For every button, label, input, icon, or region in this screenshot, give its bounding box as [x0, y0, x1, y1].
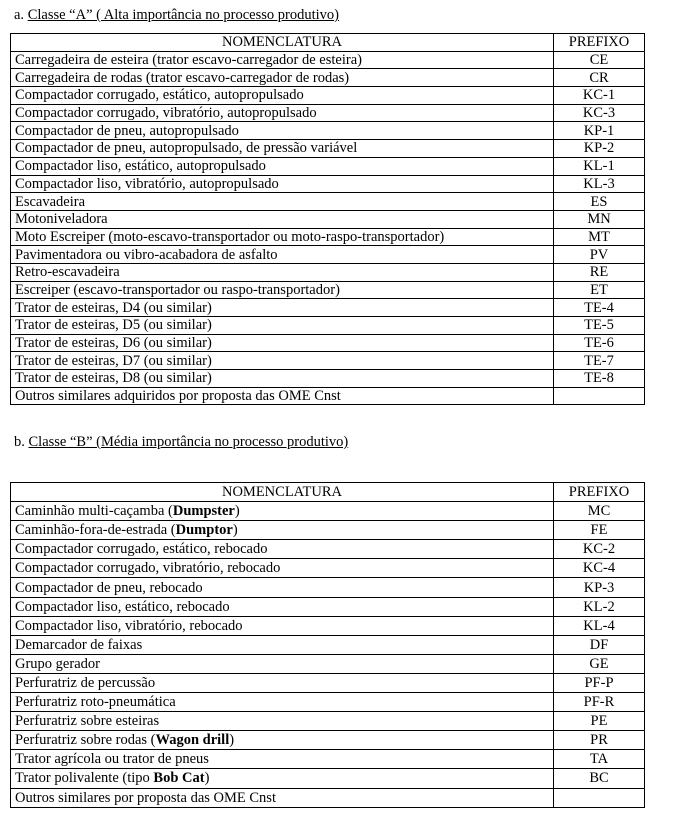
- prefix-cell: PR: [554, 731, 645, 750]
- prefix-cell: KC-4: [554, 559, 645, 578]
- table-row: [11, 597, 645, 616]
- prefix-cell: PF-R: [554, 693, 645, 712]
- prefix-cell: KL-4: [554, 616, 645, 635]
- nomenclature-cell: Perfuratriz sobre esteiras: [11, 712, 554, 731]
- nomenclature-cell: Pavimentadora ou vibro-acabadora de asfalto: [11, 246, 554, 264]
- nomenclature-cell: Trator polivalente (tipo Bob Cat): [11, 769, 554, 788]
- nomenclature-cell: Compactador corrugado, vibratório, rebocado: [11, 559, 554, 578]
- table-header-row: [11, 483, 645, 502]
- nomenclature-cell: Outros similares adquiridos por proposta das OME Cnst: [11, 387, 554, 405]
- prefix-cell: KL-1: [554, 157, 645, 175]
- nomenclature-cell: Compactador de pneu, autopropulsado: [11, 122, 554, 140]
- prefix-cell: TE-4: [554, 299, 645, 317]
- table-row: [11, 334, 645, 352]
- nomenclature-cell: Perfuratriz roto-pneumática: [11, 693, 554, 712]
- prefix-cell: PE: [554, 712, 645, 731]
- table-row: [11, 299, 645, 317]
- prefix-cell: ET: [554, 281, 645, 299]
- nomenclature-header: NOMENCLATURA: [11, 34, 554, 52]
- table-row: [11, 750, 645, 769]
- table-row: [11, 788, 645, 807]
- prefix-cell: KC-2: [554, 540, 645, 559]
- prefix-header: PREFIXO: [554, 34, 645, 52]
- nomenclature-cell: Demarcador de faixas: [11, 635, 554, 654]
- class-a-caption: [14, 6, 339, 24]
- table-row: [11, 246, 645, 264]
- nomenclature-cell: Compactador liso, estático, rebocado: [11, 597, 554, 616]
- table-row: [11, 69, 645, 87]
- prefix-cell: TE-8: [554, 370, 645, 388]
- class-b-caption-letter: b.: [14, 434, 25, 450]
- class-b-caption-text: Classe “B” (Média importância no processo produtivo): [28, 434, 349, 450]
- table-row: [11, 559, 645, 578]
- table-row: [11, 712, 645, 731]
- table-row: [11, 769, 645, 788]
- prefix-cell: MC: [554, 502, 645, 521]
- nomenclature-cell: Caminhão-fora-de-estrada (Dumptor): [11, 521, 554, 540]
- table-row: [11, 616, 645, 635]
- table-row: [11, 228, 645, 246]
- table-row: [11, 263, 645, 281]
- nomenclature-cell: Trator agrícola ou trator de pneus: [11, 750, 554, 769]
- nomenclature-cell: Compactador corrugado, estático, rebocado: [11, 540, 554, 559]
- table-row: [11, 193, 645, 211]
- prefix-cell: KL-3: [554, 175, 645, 193]
- prefix-cell: MN: [554, 210, 645, 228]
- class-b-caption: [14, 433, 348, 451]
- table-row: [11, 521, 645, 540]
- table-row: [11, 122, 645, 140]
- nomenclature-cell: Grupo gerador: [11, 654, 554, 673]
- prefix-cell: TA: [554, 750, 645, 769]
- prefix-cell: TE-7: [554, 352, 645, 370]
- nomenclature-cell: Compactador corrugado, estático, autopropulsado: [11, 87, 554, 105]
- nomenclature-cell: Motoniveladora: [11, 210, 554, 228]
- nomenclature-cell: Compactador liso, vibratório, rebocado: [11, 616, 554, 635]
- nomenclature-cell: Trator de esteiras, D6 (ou similar): [11, 334, 554, 352]
- nomenclature-cell: Escavadeira: [11, 193, 554, 211]
- nomenclature-cell: Compactador de pneu, rebocado: [11, 578, 554, 597]
- prefix-cell: PF-P: [554, 673, 645, 692]
- table-row: [11, 87, 645, 105]
- nomenclature-cell: Perfuratriz de percussão: [11, 673, 554, 692]
- nomenclature-header: NOMENCLATURA: [11, 483, 554, 502]
- table-row: [11, 370, 645, 388]
- table-row: [11, 635, 645, 654]
- table-row: [11, 51, 645, 69]
- table-row: [11, 387, 645, 405]
- prefix-cell: BC: [554, 769, 645, 788]
- table-row: [11, 502, 645, 521]
- prefix-cell: PV: [554, 246, 645, 264]
- table-row: [11, 175, 645, 193]
- table-row: [11, 578, 645, 597]
- prefix-cell: KP-3: [554, 578, 645, 597]
- prefix-cell: MT: [554, 228, 645, 246]
- prefix-cell: KP-2: [554, 140, 645, 158]
- table-row: [11, 693, 645, 712]
- nomenclature-cell: Escreiper (escavo-transportador ou raspo-transportador): [11, 281, 554, 299]
- table-row: [11, 210, 645, 228]
- table-row: [11, 317, 645, 335]
- nomenclature-cell: Carregadeira de esteira (trator escavo-carregador de esteira): [11, 51, 554, 69]
- prefix-cell: CR: [554, 69, 645, 87]
- prefix-cell: ES: [554, 193, 645, 211]
- table-row: [11, 281, 645, 299]
- table-row: [11, 157, 645, 175]
- table-row: [11, 673, 645, 692]
- prefix-cell: [554, 387, 645, 405]
- nomenclature-cell: Retro-escavadeira: [11, 263, 554, 281]
- prefix-cell: RE: [554, 263, 645, 281]
- class-a-table: [10, 33, 645, 405]
- prefix-cell: KC-1: [554, 87, 645, 105]
- prefix-cell: GE: [554, 654, 645, 673]
- nomenclature-cell: Caminhão multi-caçamba (Dumpster): [11, 502, 554, 521]
- table-row: [11, 654, 645, 673]
- nomenclature-cell: Moto Escreiper (moto-escavo-transportador ou moto-raspo-transportador): [11, 228, 554, 246]
- prefix-cell: [554, 788, 645, 807]
- prefix-cell: KL-2: [554, 597, 645, 616]
- table-row: [11, 540, 645, 559]
- class-b-table: [10, 482, 645, 808]
- nomenclature-cell: Trator de esteiras, D4 (ou similar): [11, 299, 554, 317]
- prefix-cell: FE: [554, 521, 645, 540]
- nomenclature-cell: Trator de esteiras, D8 (ou similar): [11, 370, 554, 388]
- table-row: [11, 140, 645, 158]
- prefix-cell: KC-3: [554, 104, 645, 122]
- class-a-caption-text: Classe “A” ( Alta importância no processo produtivo): [27, 7, 339, 23]
- nomenclature-cell: Compactador liso, vibratório, autopropulsado: [11, 175, 554, 193]
- nomenclature-cell: Compactador de pneu, autopropulsado, de pressão variável: [11, 140, 554, 158]
- table-row: [11, 104, 645, 122]
- nomenclature-cell: Carregadeira de rodas (trator escavo-carregador de rodas): [11, 69, 554, 87]
- nomenclature-cell: Trator de esteiras, D5 (ou similar): [11, 317, 554, 335]
- prefix-cell: TE-5: [554, 317, 645, 335]
- nomenclature-cell: Compactador liso, estático, autopropulsado: [11, 157, 554, 175]
- nomenclature-cell: Outros similares por proposta das OME Cnst: [11, 788, 554, 807]
- nomenclature-cell: Perfuratriz sobre rodas (Wagon drill): [11, 731, 554, 750]
- nomenclature-cell: Compactador corrugado, vibratório, autopropulsado: [11, 104, 554, 122]
- class-a-caption-letter: a.: [14, 7, 25, 23]
- prefix-cell: KP-1: [554, 122, 645, 140]
- prefix-cell: DF: [554, 635, 645, 654]
- nomenclature-cell: Trator de esteiras, D7 (ou similar): [11, 352, 554, 370]
- prefix-header: PREFIXO: [554, 483, 645, 502]
- table-row: [11, 731, 645, 750]
- table-header-row: [11, 34, 645, 52]
- table-row: [11, 352, 645, 370]
- prefix-cell: CE: [554, 51, 645, 69]
- prefix-cell: TE-6: [554, 334, 645, 352]
